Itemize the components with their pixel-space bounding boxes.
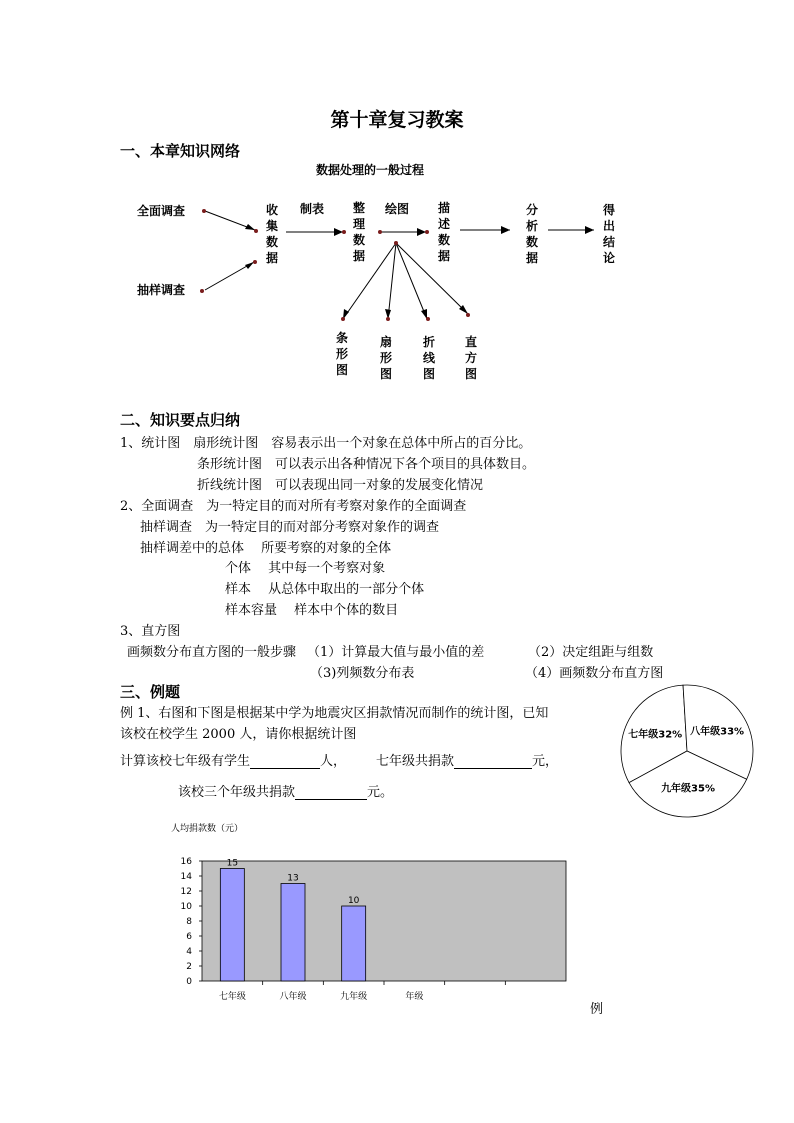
q2-text-b: 元。 <box>367 785 394 800</box>
bar-九年级 <box>342 906 366 981</box>
blank-total-donation[interactable] <box>295 785 367 800</box>
kp-line-8: 样本 从总体中取出的一部分个体 <box>225 582 425 597</box>
x-category-label: 九年级 <box>340 992 368 1002</box>
plot-area <box>202 858 566 981</box>
pie-label-九年级: 九年级35% <box>661 783 716 795</box>
blank-grade7-donation[interactable] <box>454 754 532 769</box>
hist-step-1: （1）计算最大值与最小值的差 <box>307 645 485 660</box>
q1-text-b: 人， <box>320 754 347 769</box>
section2-heading: 二、知识要点归纳 <box>120 411 241 429</box>
kp-line-1: 1、统计图 扇形统计图 容易表示出一个对象在总体中所占的百分比。 <box>120 436 532 451</box>
q1-text-c: 七年级共捐款 <box>376 754 455 769</box>
diagram-arrowheads <box>245 224 594 319</box>
example-line-1: 例 1、右图和下图是根据某中学为地震灾区捐款情况而制作的统计图，已知 <box>120 706 549 721</box>
example-line-2: 该校在校学生 2000 人，请你根据统计图 <box>120 727 357 742</box>
q1-text-d: 元， <box>532 754 559 769</box>
question-1 <box>120 750 558 769</box>
kp-line-4: 2、全面调查 为一特定目的而对所有考察对象作的全面调查 <box>120 499 467 514</box>
y-tick-label: 12 <box>180 887 192 897</box>
y-tick-label: 8 <box>186 917 192 927</box>
node-pie-chart: 扇形图 <box>380 335 393 381</box>
y-tick-label: 6 <box>186 932 192 942</box>
bar-chart <box>160 845 580 1010</box>
bar-七年级 <box>220 869 244 982</box>
y-tick-label: 4 <box>186 947 192 957</box>
bar-八年级 <box>281 884 305 982</box>
node-survey-sample: 抽样调查 <box>137 283 186 297</box>
y-tick-label: 0 <box>186 977 192 987</box>
bar-value-label: 13 <box>287 873 299 884</box>
y-tick-label: 14 <box>180 872 192 882</box>
y-tick-label: 2 <box>186 962 192 972</box>
hist-steps-label: 画频数分布直方图的一般步骤 <box>127 645 297 660</box>
kp-line-10: 3、直方图 <box>120 624 181 639</box>
kp-line-2: 条形统计图 可以表示出各种情况下各个项目的具体数目。 <box>197 457 536 472</box>
label-make-table: 制表 <box>300 202 325 216</box>
node-bar-chart: 条形图 <box>336 331 349 377</box>
hist-step-4: （4）画频数分布直方图 <box>525 666 664 681</box>
hist-step-2: （2）决定组距与组数 <box>528 645 654 660</box>
question-2 <box>178 781 393 800</box>
kp-line-5: 抽样调查 为一特定目的而对部分考察对象作的调查 <box>140 520 440 535</box>
pie-chart <box>612 681 762 826</box>
trailing-example: 例 <box>590 1002 604 1017</box>
blank-students[interactable] <box>250 754 320 769</box>
node-collect: 收集数据 <box>266 203 279 265</box>
node-histogram: 直方图 <box>465 335 478 381</box>
section1-heading: 一、本章知识网络 <box>120 142 241 160</box>
pie-label-八年级: 八年级33% <box>690 726 745 738</box>
node-organize: 整理数据 <box>353 201 366 263</box>
node-survey-full: 全面调查 <box>137 204 186 218</box>
x-category-label: 八年级 <box>279 992 307 1002</box>
q1-text-a: 计算该校七年级有学生 <box>120 754 251 769</box>
x-category-label: 七年级 <box>218 992 246 1002</box>
node-describe: 描述数据 <box>438 201 451 263</box>
pie-label-七年级: 七年级32% <box>628 729 683 741</box>
bar-value-label: 15 <box>226 858 239 869</box>
node-analyze: 分析数据 <box>526 203 539 265</box>
kp-line-9: 样本容量 样本中个体的数目 <box>225 603 399 618</box>
q2-text-a: 该校三个年级共捐款 <box>178 785 296 800</box>
section3-heading: 三、例题 <box>120 683 181 701</box>
y-tick-label: 16 <box>180 857 192 867</box>
bar-value-label: 10 <box>347 896 360 906</box>
x-axis-label: 年级 <box>405 992 424 1002</box>
process-diagram <box>0 0 794 400</box>
node-line-chart: 折线图 <box>423 335 436 381</box>
label-draw: 绘图 <box>385 202 410 216</box>
kp-line-6: 抽样调差中的总体 所要考察的对象的全体 <box>140 541 392 556</box>
y-tick-label: 10 <box>180 902 192 912</box>
bar-chart-title: 人均捐款数（元） <box>171 824 244 834</box>
kp-line-3: 折线统计图 可以表现出同一对象的发展变化情况 <box>197 478 484 493</box>
node-conclude: 得出结论 <box>603 203 616 265</box>
page-title: 第十章复习教案 <box>330 109 464 131</box>
hist-step-3: （3)列频数分布表 <box>310 666 415 681</box>
diagram-caption: 数据处理的一般过程 <box>315 163 425 177</box>
kp-line-7: 个体 其中每一个考察对象 <box>225 561 386 576</box>
